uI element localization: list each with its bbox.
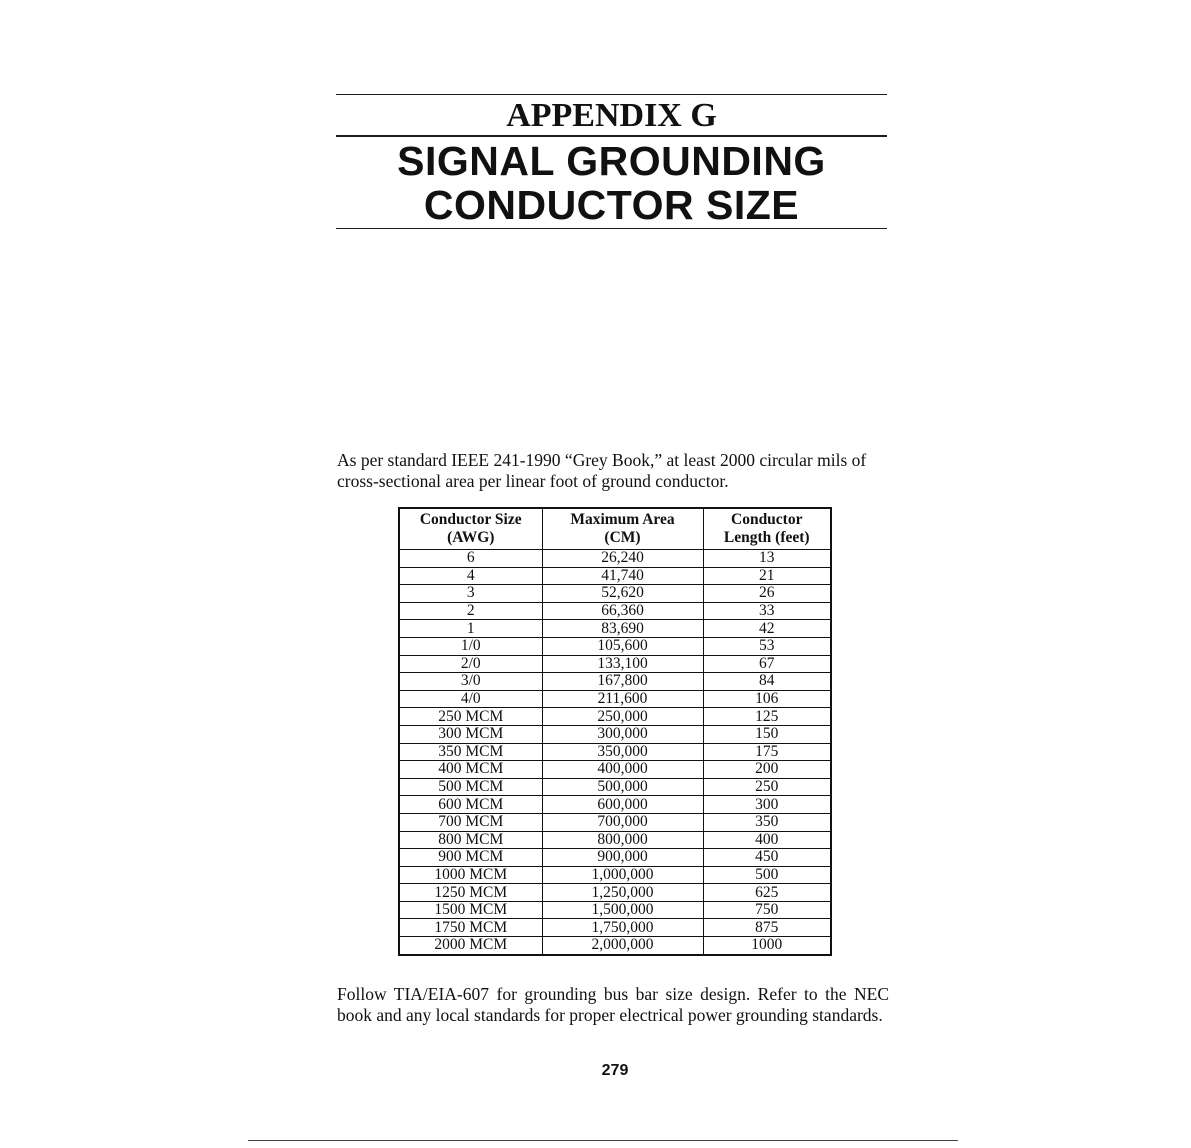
cell-conductor-length: 875 — [703, 919, 831, 937]
cell-conductor-size: 3 — [399, 585, 542, 603]
table-header-row — [399, 508, 831, 550]
cell-maximum-area: 1,500,000 — [542, 901, 703, 919]
cell-conductor-length: 106 — [703, 690, 831, 708]
cell-maximum-area: 211,600 — [542, 690, 703, 708]
cell-maximum-area: 350,000 — [542, 743, 703, 761]
top-rule — [336, 94, 887, 95]
cell-conductor-size: 400 MCM — [399, 761, 542, 779]
cell-conductor-length: 500 — [703, 866, 831, 884]
cell-conductor-size: 4 — [399, 567, 542, 585]
header-maximum-area — [542, 508, 703, 550]
table-row — [399, 901, 831, 919]
cell-conductor-size: 1250 MCM — [399, 884, 542, 902]
cell-conductor-length: 67 — [703, 655, 831, 673]
cell-maximum-area: 2,000,000 — [542, 937, 703, 955]
cell-conductor-size: 1750 MCM — [399, 919, 542, 937]
title-line-2: CONDUCTOR SIZE — [423, 182, 800, 228]
cell-maximum-area: 400,000 — [542, 761, 703, 779]
header-conductor-size — [399, 508, 542, 550]
cell-conductor-size: 600 MCM — [399, 796, 542, 814]
cell-maximum-area: 1,750,000 — [542, 919, 703, 937]
cell-maximum-area: 41,740 — [542, 567, 703, 585]
table-row — [399, 655, 831, 673]
appendix-rule — [336, 135, 887, 137]
cell-maximum-area: 1,000,000 — [542, 866, 703, 884]
cell-conductor-size: 250 MCM — [399, 708, 542, 726]
header-maximum-area-line2: (CM) — [604, 529, 641, 546]
table-row — [399, 673, 831, 691]
cell-conductor-size: 1500 MCM — [399, 901, 542, 919]
header-conductor-length-line1: Conductor — [731, 511, 803, 528]
header-maximum-area-line1: Maximum Area — [570, 511, 675, 528]
table-row — [399, 778, 831, 796]
cell-conductor-length: 21 — [703, 567, 831, 585]
cell-conductor-size: 6 — [399, 550, 542, 568]
table-row — [399, 602, 831, 620]
header-conductor-length-line2: Length (feet) — [723, 529, 810, 546]
table-row — [399, 567, 831, 585]
title-rule — [336, 228, 887, 229]
table-row — [399, 761, 831, 779]
cell-conductor-size: 1 — [399, 620, 542, 638]
cell-conductor-length: 42 — [703, 620, 831, 638]
cell-conductor-length: 250 — [703, 778, 831, 796]
cell-conductor-length: 750 — [703, 901, 831, 919]
table-row — [399, 849, 831, 867]
cell-conductor-length: 26 — [703, 585, 831, 603]
header-conductor-length — [703, 508, 831, 550]
cell-maximum-area: 66,360 — [542, 602, 703, 620]
cell-maximum-area: 500,000 — [542, 778, 703, 796]
table-row — [399, 937, 831, 955]
cell-maximum-area: 300,000 — [542, 725, 703, 743]
table-row — [399, 637, 831, 655]
appendix-label: APPENDIX G — [506, 97, 717, 134]
table-row — [399, 743, 831, 761]
cell-conductor-size: 900 MCM — [399, 849, 542, 867]
cell-conductor-size: 350 MCM — [399, 743, 542, 761]
cell-maximum-area: 1,250,000 — [542, 884, 703, 902]
table-row — [399, 919, 831, 937]
bottom-rule — [248, 1140, 958, 1141]
cell-maximum-area: 167,800 — [542, 673, 703, 691]
cell-conductor-length: 175 — [703, 743, 831, 761]
cell-maximum-area: 52,620 — [542, 585, 703, 603]
table-row — [399, 866, 831, 884]
cell-conductor-length: 84 — [703, 673, 831, 691]
header-conductor-size-line1: Conductor Size — [419, 511, 522, 528]
cell-conductor-size: 3/0 — [399, 673, 542, 691]
cell-conductor-size: 1000 MCM — [399, 866, 542, 884]
cell-conductor-length: 400 — [703, 831, 831, 849]
cell-conductor-length: 200 — [703, 761, 831, 779]
conductor-size-table — [398, 507, 832, 956]
table-row — [399, 831, 831, 849]
cell-conductor-length: 450 — [703, 849, 831, 867]
cell-maximum-area: 105,600 — [542, 637, 703, 655]
cell-maximum-area: 83,690 — [542, 620, 703, 638]
cell-maximum-area: 26,240 — [542, 550, 703, 568]
page-title — [336, 139, 887, 227]
header-conductor-size-line2: (AWG) — [447, 529, 495, 546]
cell-maximum-area: 900,000 — [542, 849, 703, 867]
table-row — [399, 725, 831, 743]
page-number: 279 — [601, 1062, 629, 1079]
title-line-1: SIGNAL GROUNDING — [397, 138, 826, 184]
cell-conductor-size: 2000 MCM — [399, 937, 542, 955]
cell-maximum-area: 800,000 — [542, 831, 703, 849]
outro-paragraph: Follow TIA/EIA-607 for grounding bus bar size design. Refer to the NEC book and any local standards for proper electrical power grounding standards. — [337, 984, 889, 1025]
table-body — [399, 550, 831, 955]
table-row — [399, 690, 831, 708]
cell-conductor-length: 13 — [703, 550, 831, 568]
table-row — [399, 708, 831, 726]
cell-conductor-length: 53 — [703, 637, 831, 655]
cell-conductor-length: 125 — [703, 708, 831, 726]
cell-conductor-size: 4/0 — [399, 690, 542, 708]
table-row — [399, 550, 831, 568]
cell-conductor-size: 800 MCM — [399, 831, 542, 849]
cell-conductor-size: 2/0 — [399, 655, 542, 673]
cell-conductor-length: 625 — [703, 884, 831, 902]
cell-conductor-length: 1000 — [703, 937, 831, 955]
cell-conductor-size: 500 MCM — [399, 778, 542, 796]
table-row — [399, 585, 831, 603]
table-row — [399, 620, 831, 638]
table-row — [399, 813, 831, 831]
table-row — [399, 884, 831, 902]
cell-conductor-size: 700 MCM — [399, 813, 542, 831]
table-row — [399, 796, 831, 814]
cell-conductor-length: 150 — [703, 725, 831, 743]
cell-conductor-size: 2 — [399, 602, 542, 620]
cell-conductor-size: 300 MCM — [399, 725, 542, 743]
cell-maximum-area: 700,000 — [542, 813, 703, 831]
cell-maximum-area: 133,100 — [542, 655, 703, 673]
cell-conductor-size: 1/0 — [399, 637, 542, 655]
cell-conductor-length: 300 — [703, 796, 831, 814]
cell-conductor-length: 33 — [703, 602, 831, 620]
intro-paragraph: As per standard IEEE 241-1990 “Grey Book,” at least 2000 circular mils of cross-sectional area per linear foot of ground conductor. — [337, 450, 867, 491]
cell-maximum-area: 250,000 — [542, 708, 703, 726]
cell-conductor-length: 350 — [703, 813, 831, 831]
cell-maximum-area: 600,000 — [542, 796, 703, 814]
